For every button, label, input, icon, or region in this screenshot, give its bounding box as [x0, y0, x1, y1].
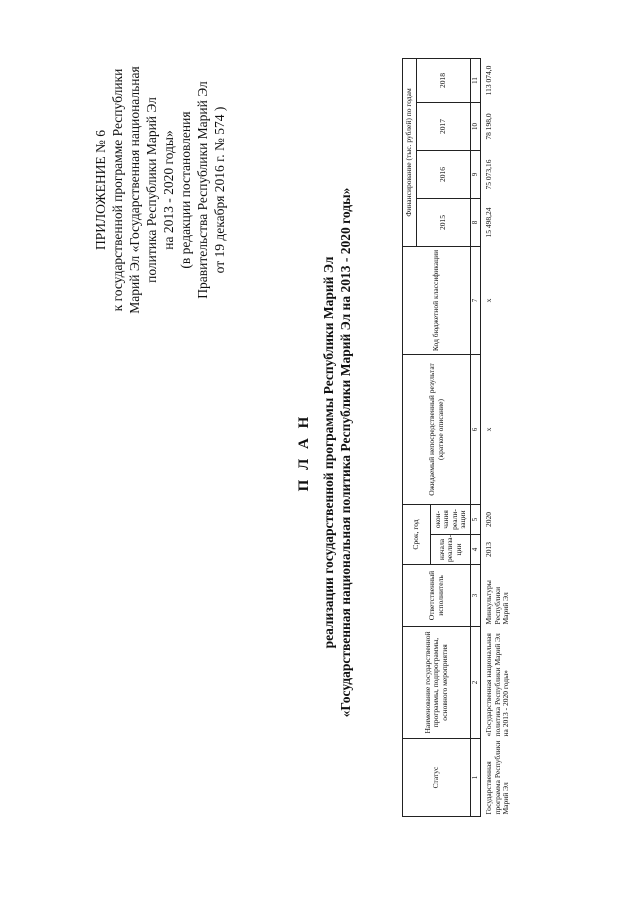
- header-status: Статус: [403, 739, 471, 817]
- appendix-line: к государственной программе Республики: [110, 68, 125, 312]
- plan-subtitle-line-1: реализации государственной программы Республики Марий Эл: [321, 256, 336, 649]
- appendix-line: ПРИЛОЖЕНИЕ № 6: [93, 129, 108, 251]
- column-numbers-row: [471, 58, 481, 816]
- header-year-2018: 2018: [417, 58, 471, 102]
- row-fin-2015: 15 498,24: [484, 207, 493, 238]
- header-term-end: окон- чания реали- зации: [431, 504, 471, 534]
- plan-subtitle: [320, 0, 354, 905]
- plan-subtitle-line-2: «Государственная национальная политика Республики Марий Эл на 2013 - 2020 годы»: [338, 187, 353, 718]
- appendix-line: (в редакции постановления: [178, 111, 193, 269]
- row-end-year: 2020: [484, 512, 493, 527]
- col-number: 8: [471, 198, 481, 246]
- appendix-line: политика Республики Марий Эл: [144, 97, 159, 283]
- col-number: 2: [471, 627, 481, 739]
- col-number: 1: [471, 739, 481, 817]
- plan-title: П Л А Н: [296, 413, 312, 492]
- col-number: 3: [471, 565, 481, 627]
- col-number: 6: [471, 354, 481, 504]
- row-status: Государственная программа Республики Марий Эл: [484, 740, 510, 815]
- row-start-year: 2013: [484, 542, 493, 557]
- table-row: [481, 58, 527, 816]
- row-fin-2016: 75 073,16: [484, 159, 493, 190]
- col-number: 11: [471, 58, 481, 102]
- row-result: x: [484, 427, 493, 432]
- header-term: Срок, год: [403, 504, 431, 564]
- col-number: 7: [471, 246, 481, 354]
- header-result: Ожидаемый непосредственный результат (краткое описание): [403, 354, 471, 504]
- col-number: 5: [471, 504, 481, 534]
- row-executor: Минкультуры Республики Марий Эл: [484, 580, 510, 625]
- appendix-line: на 2013 - 2020 годы»: [161, 130, 176, 250]
- col-number: 4: [471, 535, 481, 565]
- header-executor: Ответственный исполнитель: [403, 565, 471, 627]
- header-year-2017: 2017: [417, 102, 471, 150]
- plan-table: [402, 58, 526, 817]
- header-financing: Финансирование (тыс. рублей) по годам: [403, 58, 417, 246]
- row-fin-2017: 78 198,0: [484, 113, 493, 140]
- header-code: Код бюджетной классификации: [403, 246, 471, 354]
- header-year-2015: 2015: [417, 198, 471, 246]
- appendix-line: Марий Эл «Государственная национальная: [127, 66, 142, 314]
- row-name: «Государственная национальная политика Республики Марий Эл на 2013 - 2020 годы»: [484, 633, 510, 737]
- appendix-line: от 19 декабря 2016 г. № 574 ): [212, 106, 227, 274]
- header-year-2016: 2016: [417, 150, 471, 198]
- appendix-block: [92, 65, 228, 315]
- col-number: 9: [471, 150, 481, 198]
- header-name: Наименование государственной программы, подпрограммы, основного мероприятия: [403, 627, 471, 739]
- appendix-line: Правительства Республики Марий Эл: [195, 81, 210, 299]
- row-fin-2018: 113 074,0: [484, 65, 493, 96]
- col-number: 10: [471, 102, 481, 150]
- row-code: x: [484, 298, 493, 303]
- header-term-start: начала реализа- ции: [431, 535, 471, 565]
